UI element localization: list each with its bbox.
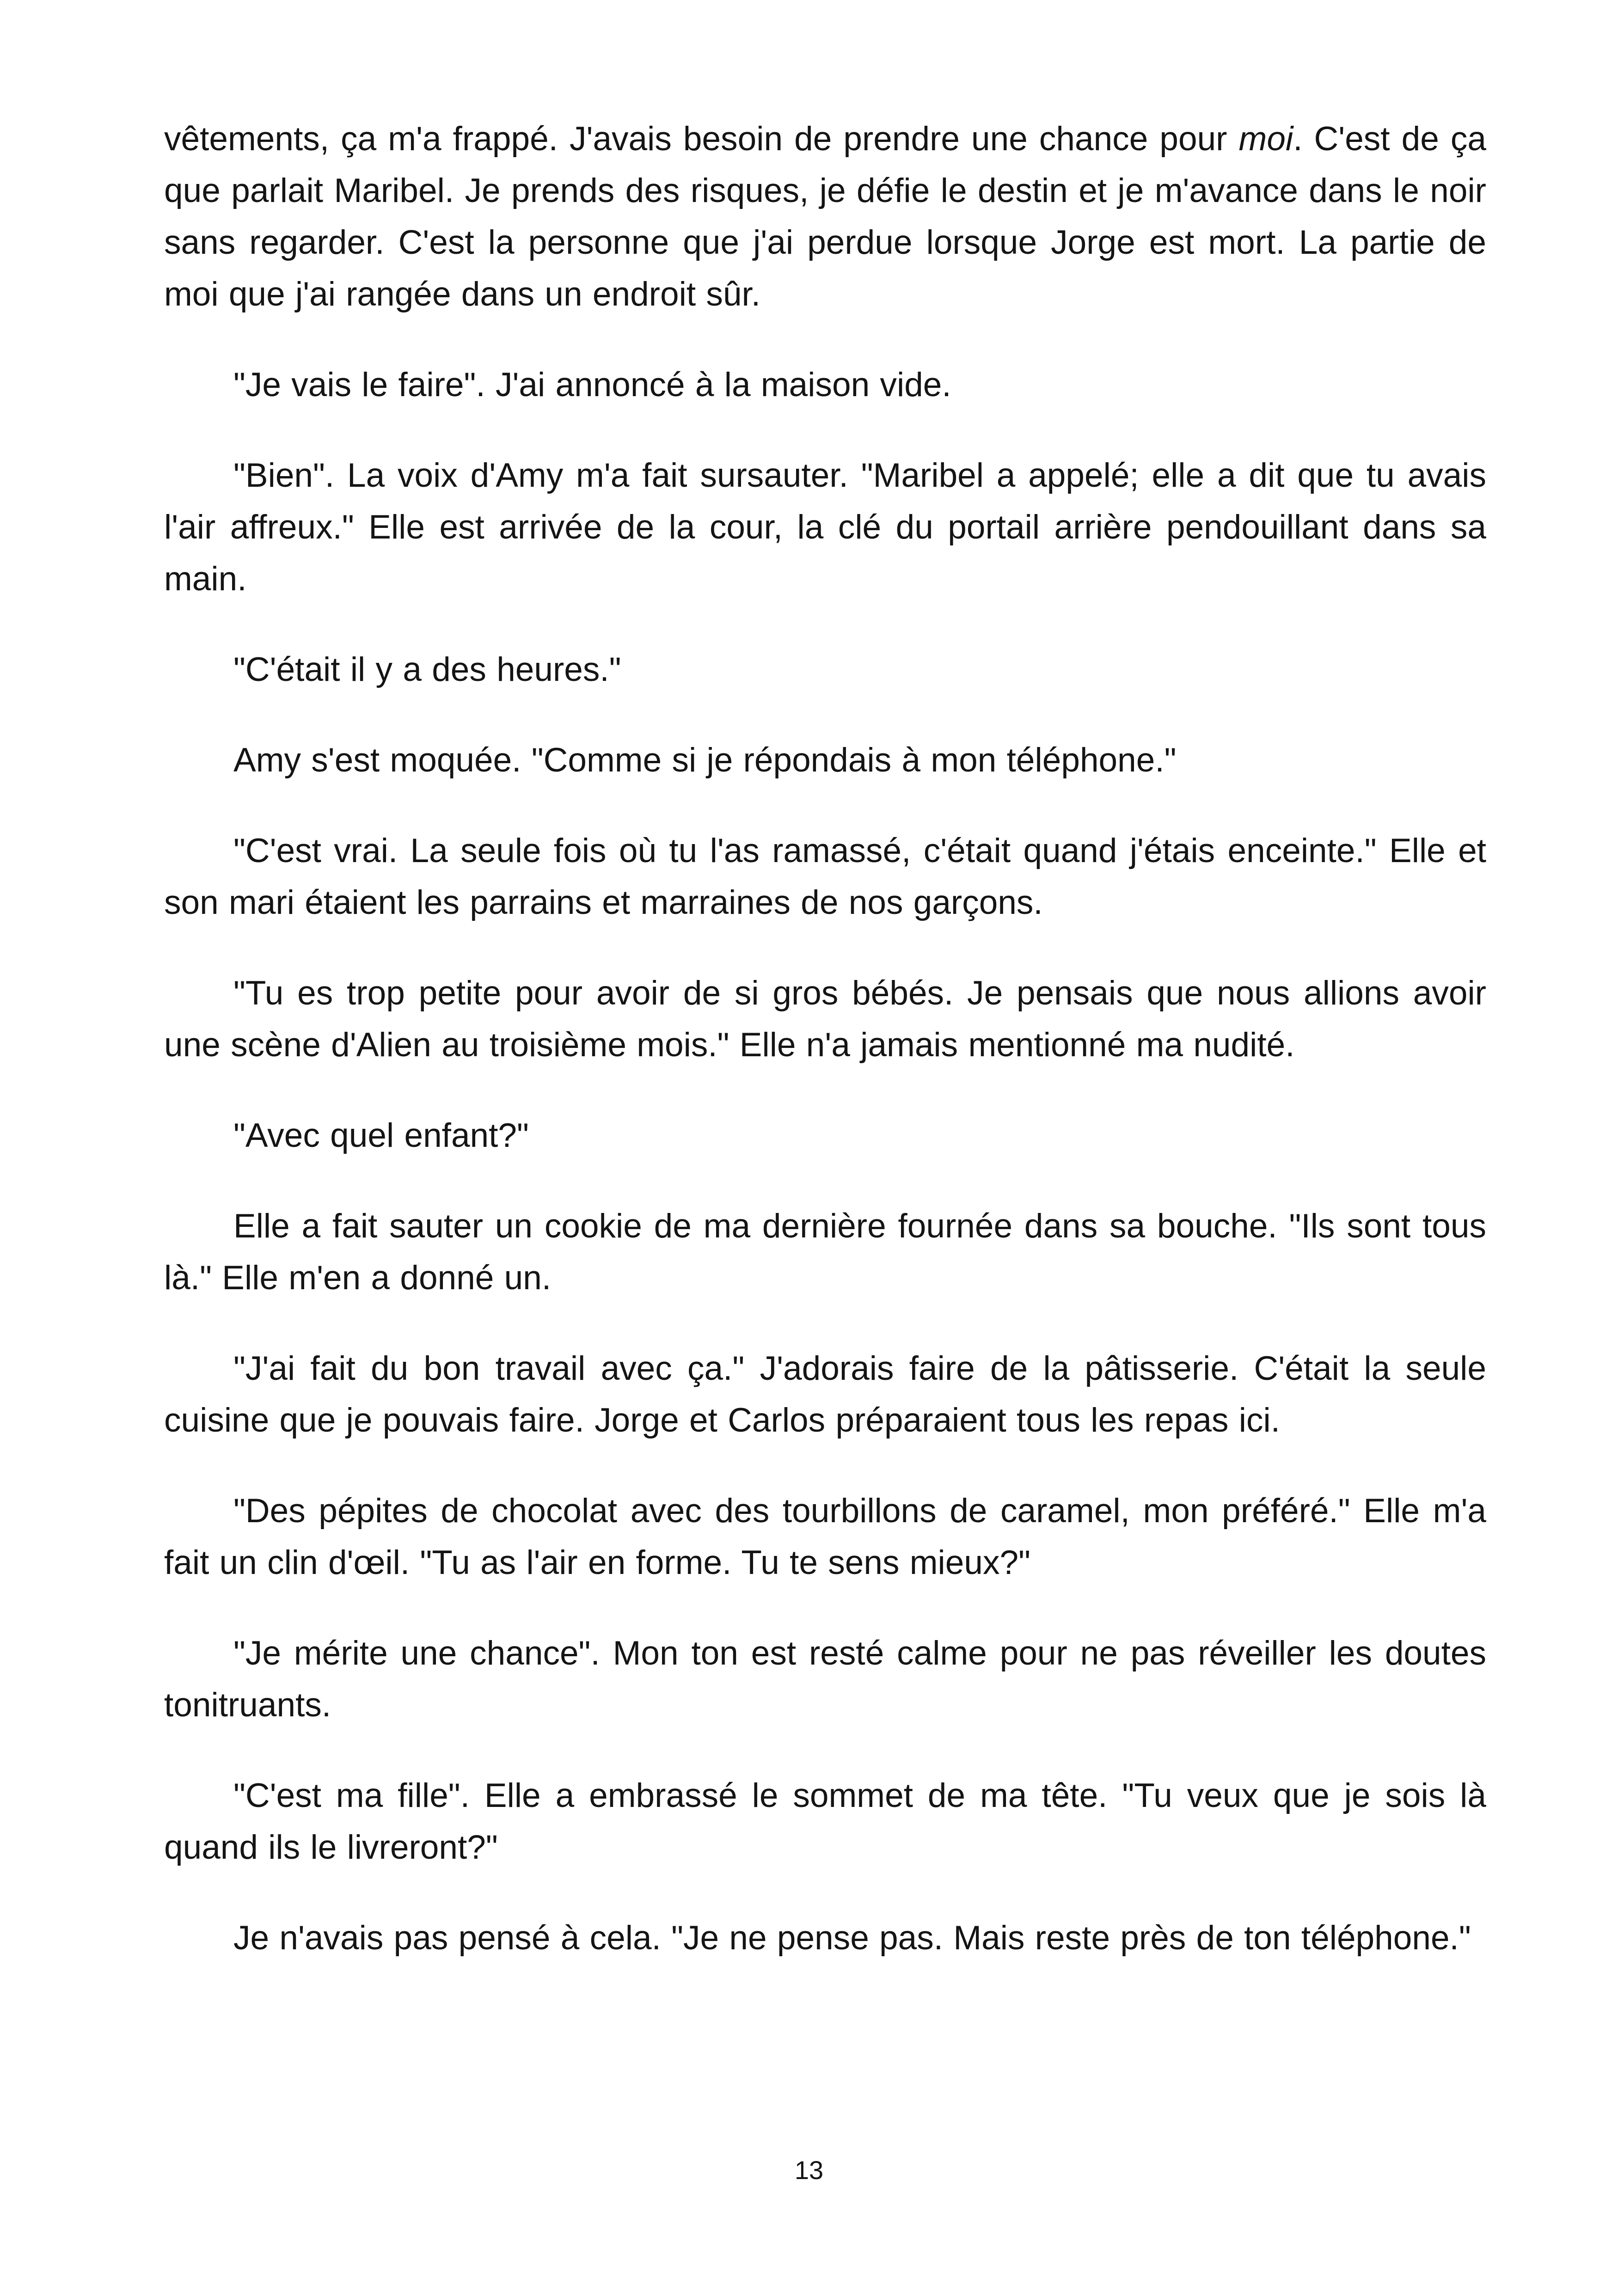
paragraph-10: "J'ai fait du bon travail avec ça." J'adorais faire de la pâtisserie. C'était la seule cuisine que je pouvais faire. Jorge et Carlos préparaient tous les repas ici. xyxy=(164,1350,1486,1439)
paragraph-13: "C'est ma fille". Elle a embrassé le sommet de ma tête. "Tu veux que je sois là quand ils le livreront?" xyxy=(164,1777,1486,1866)
paragraph-12: "Je mérite une chance". Mon ton est resté calme pour ne pas réveiller les doutes tonitruants. xyxy=(164,1635,1486,1724)
paragraph-5: Amy s'est moquée. "Comme si je répondais à mon téléphone." xyxy=(233,741,1177,779)
paragraph-14: Je n'avais pas pensé à cela. "Je ne pense pas. Mais reste près de ton téléphone." xyxy=(233,1919,1471,1957)
page-body xyxy=(164,113,1486,2003)
paragraph-4: "C'était il y a des heures." xyxy=(233,651,621,688)
paragraph-8: "Avec quel enfant?" xyxy=(233,1117,529,1154)
paragraph-11: "Des pépites de chocolat avec des tourbillons de caramel, mon préféré." Elle m'a fait un clin d'œil. "Tu as l'air en forme. Tu te sens mieux?" xyxy=(164,1492,1486,1581)
page-number: 13 xyxy=(794,2155,824,2185)
paragraph-6: "C'est vrai. La seule fois où tu l'as ramassé, c'était quand j'étais enceinte." Elle et son mari étaient les parrains et marraines de nos garçons. xyxy=(164,832,1486,921)
paragraph-3: "Bien". La voix d'Amy m'a fait sursauter. "Maribel a appelé; elle a dit que tu avais l'air affreux." Elle est arrivée de la cour, la clé du portail arrière pendouillant dans sa main. xyxy=(164,457,1486,598)
paragraph-2: "Je vais le faire". J'ai annoncé à la maison vide. xyxy=(233,366,951,404)
paragraph-1-end: . C'est de ça que parlait Maribel. Je prends des risques, je défie le destin et je m'avance dans le noir sans regarder. C'est la personne que j'ai perdue lorsque Jorge est mort. La partie de moi que j'ai rangée dans un endroit sûr. xyxy=(164,120,1486,313)
paragraph-1 xyxy=(164,113,1486,320)
emphasized-word: moi xyxy=(1238,120,1293,158)
paragraph-7: "Tu es trop petite pour avoir de si gros bébés. Je pensais que nous allions avoir une scène d'Alien au troisième mois." Elle n'a jamais mentionné ma nudité. xyxy=(164,974,1486,1064)
paragraph-1-start: vêtements, ça m'a frappé. J'avais besoin de prendre une chance pour xyxy=(164,120,1239,158)
paragraph-9: Elle a fait sauter un cookie de ma dernière fournée dans sa bouche. "Ils sont tous là." Elle m'en a donné un. xyxy=(164,1207,1486,1297)
